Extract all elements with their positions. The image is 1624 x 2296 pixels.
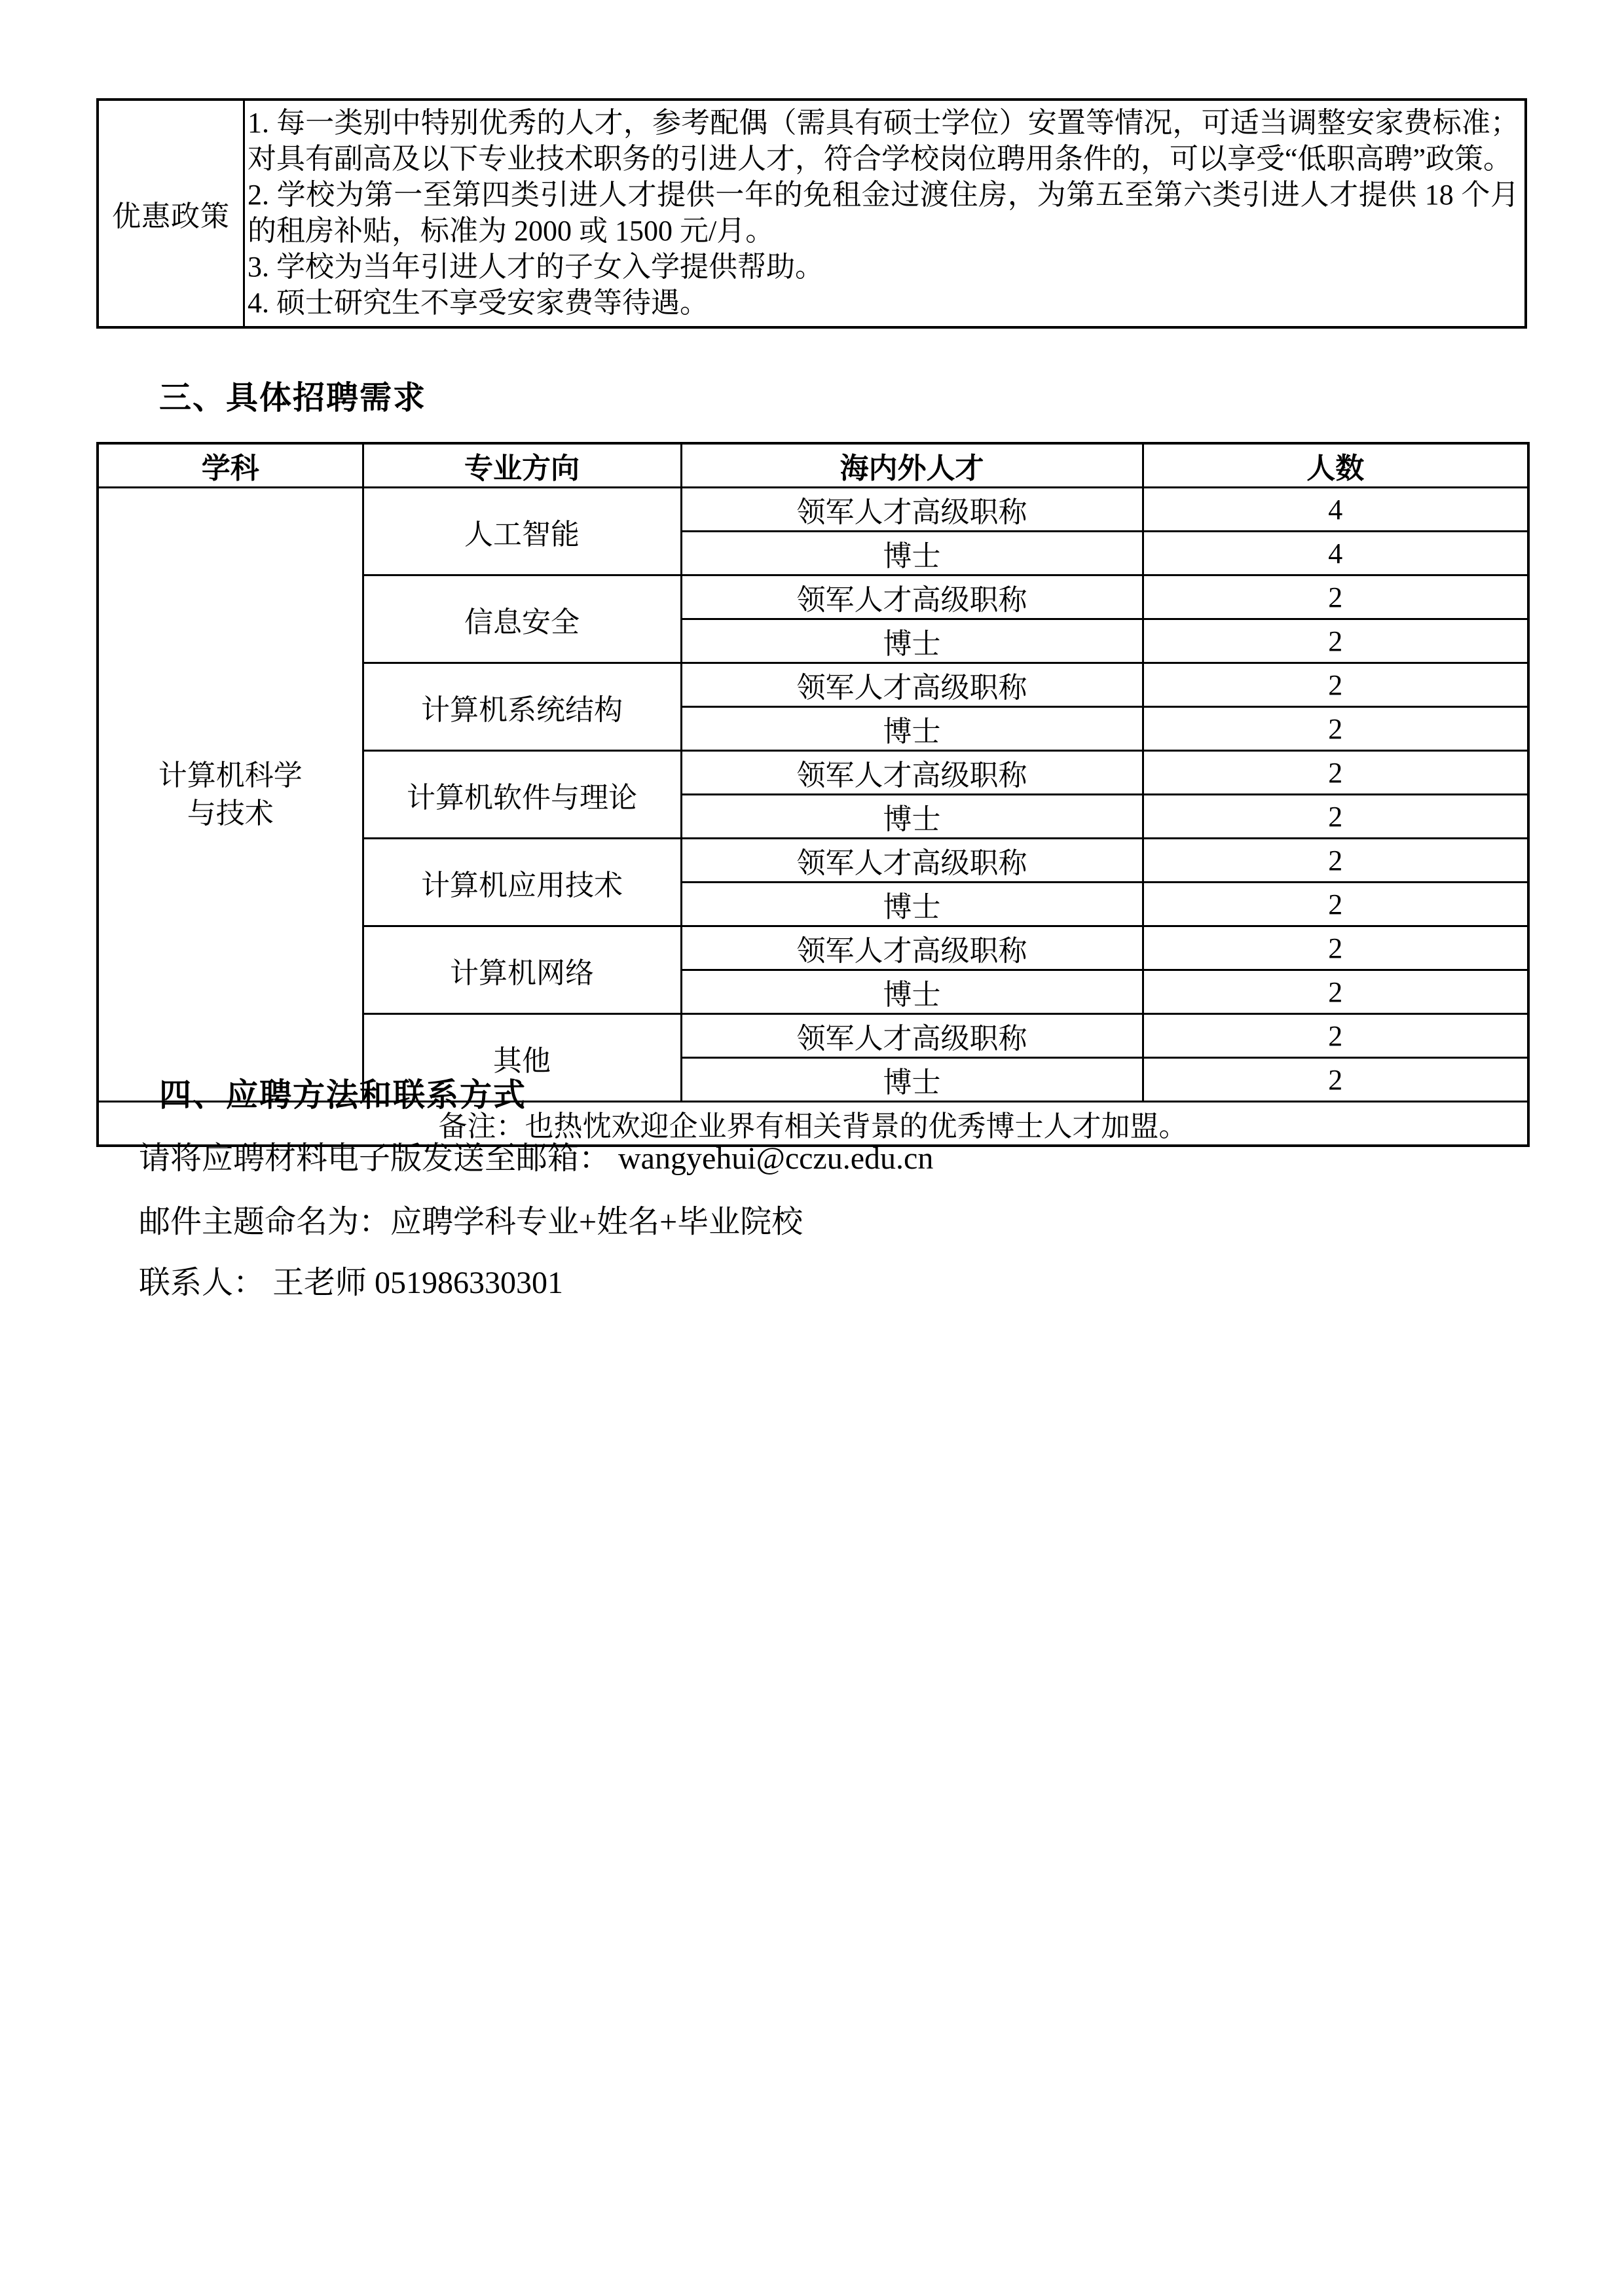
policy-row bbox=[98, 100, 1526, 327]
count-cell: 2 bbox=[1143, 1058, 1528, 1102]
count-cell: 4 bbox=[1143, 488, 1528, 532]
count-cell: 2 bbox=[1143, 970, 1528, 1014]
policy-content-cell bbox=[244, 100, 1526, 327]
discipline-cell bbox=[98, 488, 363, 1102]
talent-cell: 领军人才高级职称 bbox=[681, 488, 1143, 532]
header-talent: 海内外人才 bbox=[681, 443, 1143, 488]
recruit-table-head bbox=[98, 443, 1528, 488]
talent-cell: 博士 bbox=[681, 1058, 1143, 1102]
policy-item-4: 4. 硕士研究生不享受安家费等待遇。 bbox=[248, 287, 709, 319]
section-title-recruitment: 三、具体招聘需求 bbox=[159, 380, 427, 416]
count-cell: 2 bbox=[1143, 707, 1528, 751]
talent-cell: 领军人才高级职称 bbox=[681, 751, 1143, 795]
direction-cell: 计算机系统结构 bbox=[363, 663, 681, 751]
header-direction: 专业方向 bbox=[363, 443, 681, 488]
count-cell: 2 bbox=[1143, 883, 1528, 926]
talent-cell: 博士 bbox=[681, 883, 1143, 926]
direction-cell: 计算机网络 bbox=[363, 926, 681, 1014]
count-cell: 2 bbox=[1143, 575, 1528, 619]
talent-cell: 博士 bbox=[681, 970, 1143, 1014]
count-cell: 2 bbox=[1143, 839, 1528, 883]
contact-email-line: 请将应聘材料电子版发送至邮箱： wangyehui@cczu.edu.cn bbox=[139, 1141, 934, 1176]
recruit-table-body bbox=[98, 488, 1528, 1102]
recruit-table-header-row bbox=[98, 443, 1528, 488]
talent-cell: 领军人才高级职称 bbox=[681, 1014, 1143, 1058]
talent-cell: 领军人才高级职称 bbox=[681, 575, 1143, 619]
header-discipline: 学科 bbox=[98, 443, 363, 488]
count-cell: 2 bbox=[1143, 926, 1528, 970]
direction-cell: 人工智能 bbox=[363, 488, 681, 575]
count-cell: 2 bbox=[1143, 663, 1528, 707]
direction-cell: 计算机软件与理论 bbox=[363, 751, 681, 839]
direction-cell: 其他 bbox=[363, 1014, 681, 1102]
talent-cell: 领军人才高级职称 bbox=[681, 663, 1143, 707]
contact-person-line: 联系人： 王老师 051986330301 bbox=[139, 1266, 564, 1300]
recruit-table-row bbox=[98, 488, 1528, 532]
count-cell: 4 bbox=[1143, 532, 1528, 575]
count-cell: 2 bbox=[1143, 1014, 1528, 1058]
policy-item-3: 3. 学校为当年引进人才的子女入学提供帮助。 bbox=[248, 251, 824, 283]
policy-item-2: 2. 学校为第一至第四类引进人才提供一年的免租金过渡住房，为第五至第六类引进人才提供 18 个月的租房补贴，标准为 2000 或 1500 元/月。 bbox=[248, 179, 1519, 247]
talent-cell: 博士 bbox=[681, 707, 1143, 751]
talent-cell: 博士 bbox=[681, 532, 1143, 575]
policy-row-label: 优惠政策 bbox=[98, 100, 244, 327]
note-cell: 备注：也热忱欢迎企业界有相关背景的优秀博士人才加盟。 bbox=[98, 1102, 1528, 1146]
policy-table bbox=[96, 98, 1527, 329]
direction-cell: 信息安全 bbox=[363, 575, 681, 663]
discipline-line: 与技术 bbox=[187, 797, 274, 829]
header-count: 人数 bbox=[1143, 443, 1528, 488]
count-cell: 2 bbox=[1143, 795, 1528, 839]
talent-cell: 博士 bbox=[681, 619, 1143, 663]
direction-cell: 计算机应用技术 bbox=[363, 839, 681, 926]
count-cell: 2 bbox=[1143, 619, 1528, 663]
talent-cell: 领军人才高级职称 bbox=[681, 839, 1143, 883]
count-cell: 2 bbox=[1143, 751, 1528, 795]
contact-subject-line: 邮件主题命名为：应聘学科专业+姓名+毕业院校 bbox=[139, 1205, 803, 1239]
talent-cell: 领军人才高级职称 bbox=[681, 926, 1143, 970]
recruit-table bbox=[96, 442, 1530, 1147]
policy-item-1: 1. 每一类别中特别优秀的人才，参考配偶（需具有硕士学位）安置等情况，可适当调整安家费标准；对具有副高及以下专业技术职务的引进人才，符合学校岗位聘用条件的，可以享受“低职高聘”政策。 bbox=[248, 107, 1519, 175]
talent-cell: 博士 bbox=[681, 795, 1143, 839]
section-title-apply: 四、应聘方法和联系方式 bbox=[159, 1077, 527, 1113]
discipline-line: 计算机科学 bbox=[158, 759, 303, 792]
